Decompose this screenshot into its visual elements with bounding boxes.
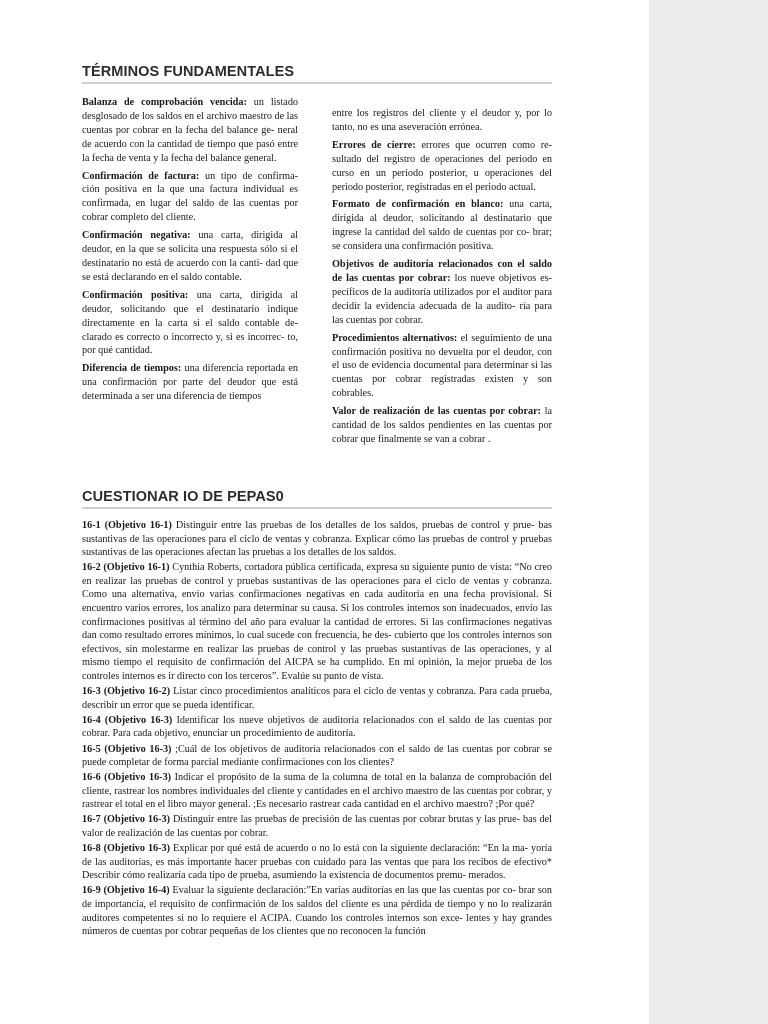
glossary-entry [82,170,298,226]
question-item [82,743,552,770]
glossary-term: Balanza de comprobación vencida: [82,97,247,108]
glossary-entry [82,362,298,404]
question-list [82,519,552,940]
question-item [82,813,552,840]
glossary-definition: el seguimiento de una confirmación positiva no devuelta por el deudor, con el uso de evidencia documental para determinar si las cuentas por cobrar registradas existen y son cobrables. [332,332,552,400]
question-number: 16-8 (Objetivo 16-3) [82,843,171,855]
question-number: 16-9 (Objetivo 16-4) [82,885,170,897]
question-number: 16-1 (Objetivo 16-1) [82,520,172,531]
glossary-term: Formato de confirmación en blanco: [332,199,504,211]
glossary-definition: un listado desglosado de los saldos en el archivo maestro de las cuentas por cobrar en la fecha del balance ge- neral de acuerdo con la cantidad de tiempo que pasó entre la fecha de venta y la fecha del balance general. [82,97,299,164]
glossary-term: Confirmación de factura: [82,170,200,182]
right-margin-panel [649,0,768,1024]
question-number: 16-7 (Objetivo 16-3) [82,814,170,826]
glossary-term: Confirmación positiva: [82,289,189,301]
question-item [82,519,552,560]
question-number: 16-3 (Objetivo 16-2) [82,686,171,698]
question-text: ;Cuál de los objetivos de auditoría relacionados con el saldo de las cuentas por cobrar se puede completar de forma parcial mediante confirmaciones con los clientes? [82,743,552,769]
question-item [82,884,552,938]
glossary-definition: una diferencia reportada en una confirmación por parte del deudor que está determinada a ser una diferencia de tiempos [82,363,298,403]
glossary-definition: una carta, dirigida al deudor, en la que se solicita una respuesta sólo si el destinatario no está de acuerdo con la canti- dad que se está declarando en el saldo contable. [82,230,299,283]
question-item [82,842,552,883]
glossary-term: Objetivos de auditoría relacionados con el saldo de las cuentas por cobrar: [332,259,552,284]
question-item [82,561,552,683]
glossary-entry [82,229,298,285]
question-text: Indicar el propósito de la suma de la columna de total en la balanza de comprobación del cliente, rastrear los nombres individuales del cliente y cantidades en el archivo maestro de las cuentas por cobrar, y rastrear el total en el libro mayor general. ;Es necesario rastrear cada cantidad en el archivo maestro? ;Por qué? [82,772,552,811]
section-heading-terms: TÉRMINOS FUNDAMENTALES [82,64,552,84]
section-heading-questions: CUESTIONAR IO DE PEPAS0 [82,489,552,509]
glossary-entry [82,96,298,166]
question-text: Explicar por qué está de acuerdo o no lo está con la siguiente declaración: “En la ma- yoría de las auditorías, es más importante hacer pruebas con cuidado para las ventas que para los recibos de efectivo* Describir cómo realizaría cada tipo de prueba, asumiendo la existencia de documentos premu- merados. [82,843,552,882]
question-text: Distinguir entre las pruebas de los detalles de los saldos, pruebas de control y prue- bas sustantivas de las operaciones para el ciclo de ventas y cobranza. Explicar cómo las pruebas de control y pruebas sustantivas de las operaciones afectan las pruebas a los detalles de los saldos. [82,520,552,559]
glossary-entry [332,332,552,402]
glossary-column-right [332,96,552,451]
glossary-term: Diferencia de tiempos: [82,363,182,375]
glossary-definition: un tipo de confirma- ción positiva en la que una factura individual es confirmada, en lugar del saldo de las cuentas por cobrar completo del cliente. [82,170,298,224]
glossary-term: Errores de cierre: [332,139,416,151]
question-number: 16-4 (Objetivo 16-3) [82,714,173,726]
question-text: Evaluar la siguiente declaración:”En varias auditorías en las que las cuentas por co- brar son de importancia, el requisito de confirmación de los saldos del cliente es una pérdida de tiempo y no lo realizarán auditores competentes si no lo requiere el ACIPA. Cuando los controles internos son exce- lentes y hay grandes números de cuentas por cobrar pequeñas de los clientes que no reconocen la función [82,885,552,938]
glossary-entry [332,139,552,195]
question-number: 16-5 (Objetivo 16-3) [82,743,172,755]
glossary-entry [332,258,552,328]
question-text: Listar cinco procedimientos analíticos para el ciclo de ventas y cobranza. Para cada prueba, describir un error que se pueda identificar. [82,686,553,711]
glossary-term: Valor de realización de las cuentas por cobrar: [332,406,542,418]
question-item [82,771,552,812]
glossary-entry [82,289,298,359]
glossary-columns [82,96,552,451]
glossary-term: Procedimientos alternativos: [332,332,458,344]
question-text: Identificar los nueve objetivos de auditoría relacionados con el saldo de las cuentas por cobrar. Para cada objetivo, enunciar un procedimiento de auditoría. [82,714,553,740]
question-item [82,714,552,741]
glossary-definition: los nueve objetivos es- pecíficos de la auditoría utilizados por el auditor para decidir la evidencia adecuada de la audito- ría para las cuentas por cobrar. [332,272,553,326]
glossary-entry [332,198,552,254]
question-number: 16-6 (Objetivo 16-3) [82,772,172,784]
glossary-continuation: entre los registros del cliente y el deudor y, por lo tanto, no es una aseveración errónea. [332,108,552,133]
glossary-column-left [82,96,298,451]
glossary-entry [332,405,552,447]
glossary-definition: una carta, dirigida al deudor, solicitando al destinatario que ingrese la cantidad del saldo de cuentas por co- brar; se considera una confirmación positiva. [332,199,552,253]
question-text: Distinguir entre las pruebas de precisión de las cuentas por cobrar brutas y las prue- bas del valor de realización de las cuentas por cobrar. [82,814,552,840]
glossary-definition: la cantidad de los saldos pendientes en las cuentas por cobrar que finalmente se van a cobrar . [332,406,553,445]
glossary-term: Confirmación negativa: [82,230,191,242]
question-item [82,685,552,712]
question-number: 16-2 (Objetivo 16-1) [82,562,170,574]
glossary-definition: errores que ocurren como re- sultado del registro de operaciones del periodo en curso en un periodo posterior, u operaciones del periodo posterior, registradas en el periodo actual. [332,139,553,193]
question-text: Cynthia Roberts, cortadora pública certificada, expresa su siguiente punto de vista: “No creo en realizar las pruebas de control y pruebas sustantivas de las operaciones para el ciclo de ventas y cobranza. Como una alternativa, envío varias confirmaciones negativas en cada auditoría en una fecha provisional. Si encuentro varios errores, los analizo para determinar su causa. Si los controles internos son inadecuados, envío las confirmaciones positivas al término del año para evaluar la cantidad de errores. Si las confirmaciones negativas dan como resultado errores mínimos, lo cual sucede con frecuencia, he des- cubierto que los controles internos son efectivos, sin molestarme en realizar las pruebas de control y las pruebas sustantivas de las operaciones, y al mismo tiempo el requisito de confirmación del AICPA se ha cumplido. En mi opinión, la mejor prueba de los controles internos es ir directo con los terceros”. Evalúe su punto de vista. [82,562,552,683]
glossary-definition: una carta, dirigida al deudor, solicitando que el destinatario indique directamente en la carta si el saldo contable de- clarado es correcto o incorrecto y, si es incorrec- to, por qué cantidad. [82,289,298,357]
